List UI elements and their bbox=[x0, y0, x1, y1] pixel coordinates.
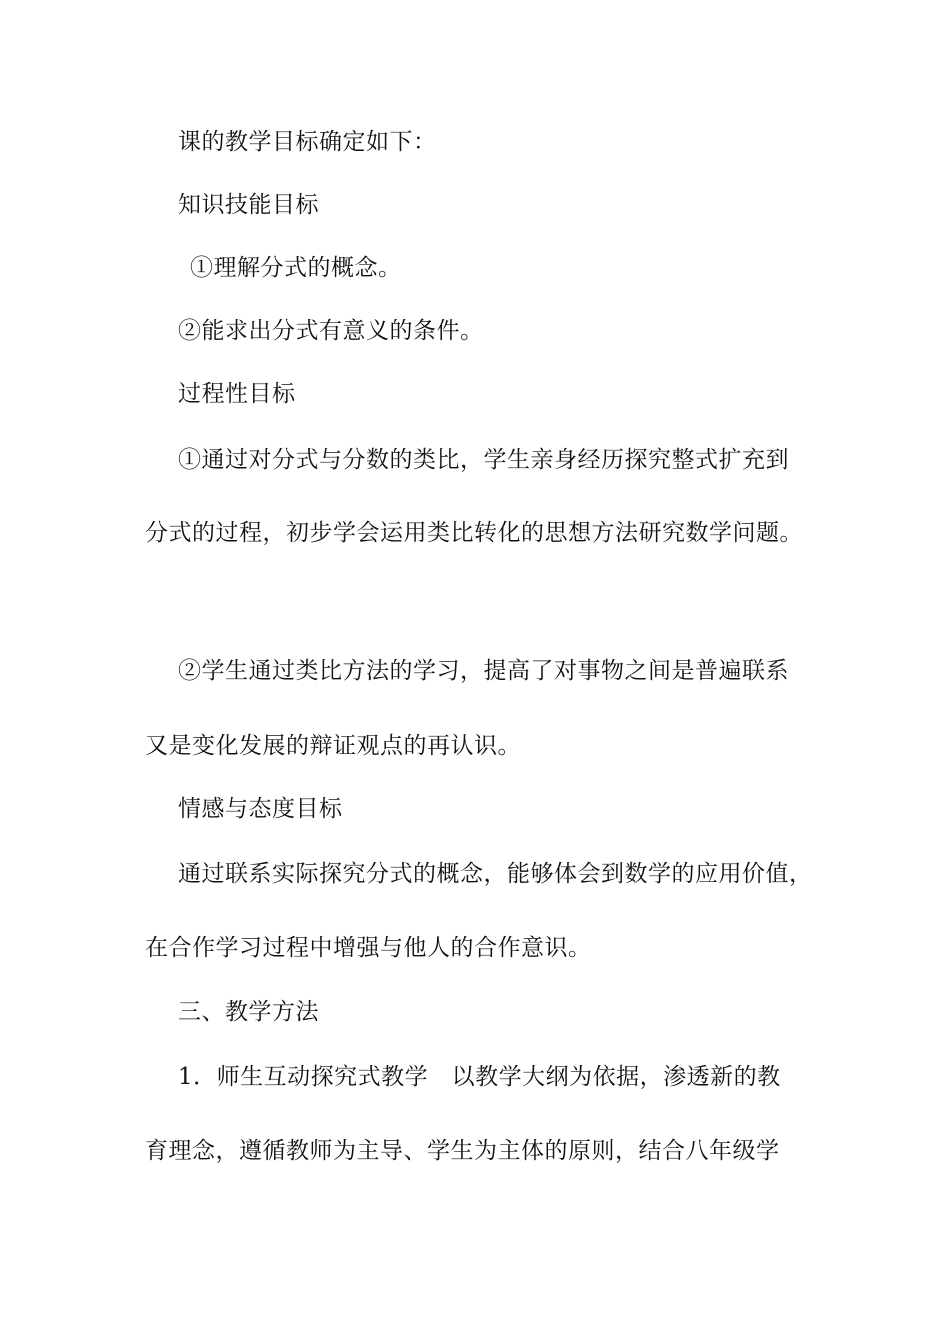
section-heading-methods: 三、教学方法 bbox=[178, 999, 319, 1025]
section-heading-process: 过程性目标 bbox=[178, 381, 296, 407]
attitude-paragraph-line-2: 在合作学习过程中增强与他人的合作意识。 bbox=[145, 935, 592, 961]
section-heading-knowledge: 知识技能目标 bbox=[178, 192, 319, 218]
methods-item-1-line-1: 1．师生互动探究式教学 以教学大纲为依据，渗透新的教 bbox=[178, 1064, 781, 1090]
attitude-paragraph-line-1: 通过联系实际探究分式的概念，能够体会到数学的应用价值， bbox=[178, 861, 813, 887]
section-heading-attitude: 情感与态度目标 bbox=[178, 796, 343, 822]
knowledge-item-2: ②能求出分式有意义的条件。 bbox=[178, 318, 484, 344]
knowledge-item-1: ①理解分式的概念。 bbox=[190, 255, 402, 281]
process-item-2-line-2: 又是变化发展的辩证观点的再认识。 bbox=[145, 733, 521, 759]
methods-item-1-line-2: 育理念，遵循教师为主导、学生为主体的原则，结合八年级学 bbox=[145, 1138, 780, 1164]
intro-line: 课的教学目标确定如下： bbox=[178, 129, 437, 155]
process-item-2-line-1: ②学生通过类比方法的学习，提高了对事物之间是普遍联系 bbox=[178, 658, 789, 684]
process-item-1-line-2: 分式的过程，初步学会运用类比转化的思想方法研究数学问题。 bbox=[145, 520, 803, 546]
process-item-1-line-1: ①通过对分式与分数的类比，学生亲身经历探究整式扩充到 bbox=[178, 447, 789, 473]
